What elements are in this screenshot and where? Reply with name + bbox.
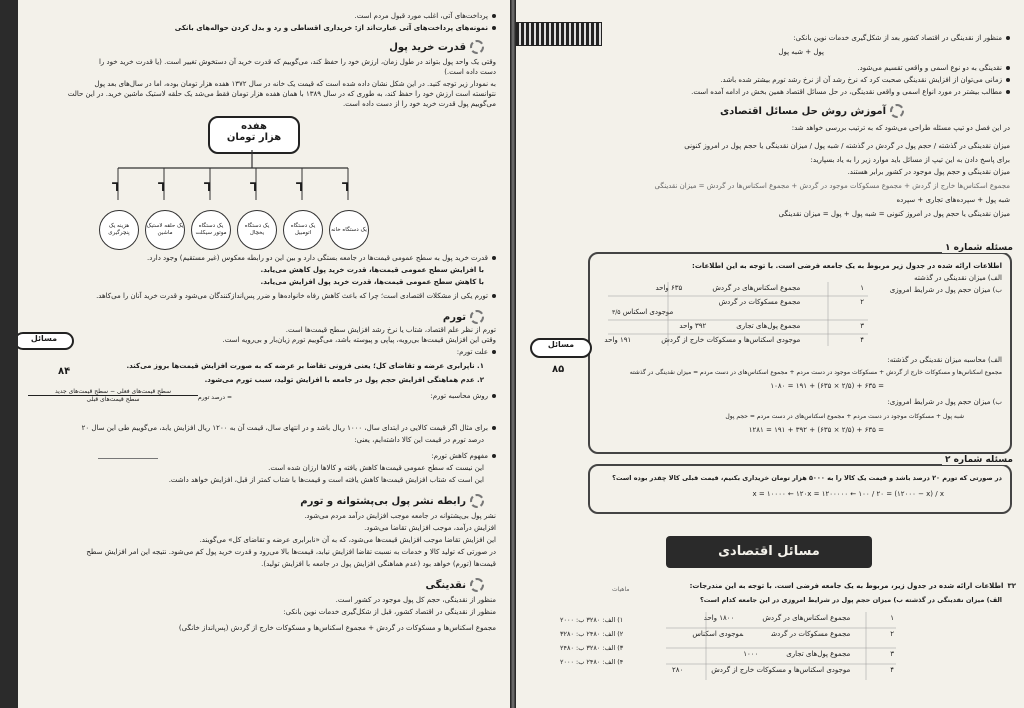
- text-line: با کاهش سطح عمومی قیمت‌ها، قدرت خرید پول افزایش می‌یابد.: [260, 278, 484, 286]
- page-number: ۸۵: [552, 364, 565, 375]
- section-banner: مسائل اقتصادی: [666, 536, 872, 568]
- solution-b-label: ب) میزان حجم پول در شرایط امروزی:: [887, 398, 1002, 406]
- problem-1-question-b: ب) میزان حجم پول در شرایط امروزی: [889, 286, 1002, 294]
- table-row: ۴موجودی اسکناس‌ها و مسکوکات خارج از گردش۱۹۱ واحد: [604, 336, 864, 344]
- problem-1-intro: اطلاعات ارائه شده در جدول زیر مربوط به یک جامعه فرضی است. با توجه به این اطلاعات:: [692, 262, 1002, 270]
- text-line: نقدینگی به دو نوع اسمی و واقعی تقسیم می‌شود.: [857, 64, 1010, 73]
- text-line: میزان نقدینگی و حجم پول موجود در کشور برابر هستند.: [847, 168, 1010, 176]
- text-line: تورم از نظر علم اقتصاد، شتاب یا نرخ رشد افزایش سطح قیمت‌ها است.: [285, 326, 496, 334]
- diagram-item: هزینه یک پنچرگیری: [99, 210, 139, 250]
- text-line: وقتی یک واحد پول بتواند در طول زمان، ارزش خود را حفظ کند، می‌گوییم که قدرت خرید آن دستخوش تغییر است. (یا قدرت خرید خود را: [98, 58, 496, 66]
- section-title-method: آموزش روش حل مسائل اقتصادی: [720, 104, 904, 118]
- table-row: ۲مجموع مسکوکات در گردش: [718, 298, 864, 306]
- left-dark-edge: [0, 0, 18, 708]
- solution-a-label: الف) محاسبه میزان نقدینگی در گذشته:: [887, 356, 1002, 364]
- margin-tag: مسائل: [18, 332, 74, 350]
- text-line: قدرت خرید پول به سطح عمومی قیمت‌ها در جامعه بستگی دارد و بین این دو رابطه معکوس (غیر مستقیم) وجود دارد.: [147, 254, 496, 263]
- problem-1-table-grid: [608, 282, 868, 346]
- bullet-icon: [492, 350, 496, 354]
- question-sub: الف) میزان نقدینگی در گذشته ب) میزان حجم پول در شرایط امروزی در این جامعه کدام است؟: [700, 596, 1002, 604]
- text-line: ۱. ناپرابری عرضه و تقاضای کل؛ یعنی فزونی تقاضا بر عرضه که به صورت افزایش قیمت‌ها بروز می‌کند.: [126, 362, 484, 370]
- bullet-icon: [1006, 36, 1010, 40]
- problem-2-label: مسئله شماره ۲: [942, 456, 1016, 465]
- text-line: روش محاسبه تورم:: [430, 392, 496, 401]
- bullet-icon: [492, 394, 496, 398]
- table-row: ۱مجموع اسکناس‌های در گردش۱۸۰۰ واحد: [703, 614, 894, 622]
- gear-icon: [470, 310, 484, 324]
- table-row: موجودی اسکناس ۳/۵: [612, 308, 674, 316]
- text-line: منظور از نقدینگی، حجم کل پول موجود در کشور است.: [335, 596, 496, 604]
- section-title-inflation: تورم: [443, 310, 484, 324]
- answer-option[interactable]: ۴) الف: ۲۴۸۰ ب: ۲۰۰۰: [560, 658, 624, 666]
- text-line: شبه پول + سپرده‌های تجاری + سپرده: [896, 196, 1010, 204]
- text-line: این است که شتاب افزایش قیمت‌ها کاهش یافته است و قیمت‌ها با شتاب کمتر از قبل، افزایش خواهد داشت.: [168, 476, 484, 484]
- text-line: تورم یکی از مشکلات اقتصادی است؛ چرا که باعث کاهش رفاه خانواده‌ها و ضرر پس‌اندازکنندگان می‌شود و قدرت خرید آنان را می‌کاهد.: [96, 292, 496, 301]
- bullet-icon: [1006, 66, 1010, 70]
- table-row: ۴موجودی اسکناس‌ها و مسکوکات خارج از گردش۲۸۰: [671, 666, 894, 674]
- table-row: ۱مجموع اسکناس‌های در گردش۶۳۵ واحد: [655, 284, 864, 292]
- bullet-icon: [1006, 78, 1010, 82]
- pin-icon: ⅂: [204, 180, 211, 194]
- table-row: ۳مجموع پول‌های تجاری۳۹۲ واحد: [679, 322, 864, 330]
- table-row: ۲مجموع مسکوکات در گردشموجودی اسکناس: [692, 630, 894, 638]
- text-line: میزان نقدینگی یا حجم پول در امروز کنونی = شبه پول + پول = میزان نقدینگی: [778, 210, 1010, 218]
- text-line: مجموع اسکناس‌ها و مسکوکات در گردش + مجموع اسکناس‌ها و مسکوکات خارج از گردش (پس‌انداز خانگی): [178, 624, 496, 632]
- text-line: در این فصل دو تیپ مسئله طراحی می‌شود که به ترتیب بررسی خواهد شد:: [791, 124, 1010, 132]
- diagram-item: یک دستگاه یخچال: [237, 210, 277, 250]
- pin-icon: ⅂: [250, 180, 257, 194]
- text-line: نشر پول بی‌پشتوانه در جامعه موجب افزایش درآمد مردم می‌شود.: [304, 512, 496, 520]
- diagram-item: یک دستگاه خانه: [329, 210, 369, 250]
- diagram-header: هفده هزار تومان: [208, 116, 300, 154]
- text-line: ۲. عدم هماهنگی افزایش حجم پول در جامعه با افزایش تولید، سبب تورم می‌شود.: [204, 376, 484, 384]
- text-line: با افزایش سطح عمومی قیمت‌ها، قدرت خرید پول کاهش می‌یابد.: [260, 266, 484, 274]
- problem-1-label: مسئله شماره ۱: [942, 244, 1016, 253]
- problem-2-text: در صورتی که تورم ۲۰ درصد باشد و قیمت یک کالا را به ۵۰۰۰ هزار تومان خریداری بکنیم، قیمت قبلی کالا چقدر بوده است؟: [612, 474, 1002, 482]
- side-note: ماهیات: [612, 586, 630, 593]
- bullet-icon: [492, 294, 496, 298]
- answer-option[interactable]: ۱) الف: ۳۲۸۰ ب: ۲۰۰۰: [560, 616, 624, 624]
- answer-option[interactable]: ۲) الف: ۲۴۸۰ ب: ۳۲۸۰: [560, 630, 624, 638]
- text-line: نتوانسته است ارزش خود را حفظ کند، به طوری که در سال ۱۳۸۹ با همان هفده هزار تومان فقط می‌شد یک حلقه لاستیک ماشین خرید. در این حالت: [67, 90, 496, 98]
- text-line: قیمت‌ها (تورم) خواهد بود (عدم هماهنگی افزایش پول در جامعه با افزایش تولید).: [261, 560, 496, 568]
- page-number: ۸۴: [58, 366, 71, 377]
- bullet-icon: [492, 256, 496, 260]
- text-line: افزایش درآمد، موجب افزایش تقاضا می‌شود.: [364, 524, 496, 532]
- table-row: ۳مجموع پول‌های تجاری۱۰۰۰: [743, 650, 894, 658]
- margin-tag: مسائل: [530, 338, 592, 358]
- question-intro: ۳۲اطلاعات ارائه شده در جدول زیر، مربوط به یک جامعه فرضی است. با توجه به این مندرجات:: [689, 582, 1016, 590]
- pin-icon: ⅂: [158, 180, 165, 194]
- problem-1-question-a: الف) میزان نقدینگی در گذشته: [914, 274, 1002, 282]
- formula-tail: = درصد تورم: [198, 394, 233, 401]
- text-line: علت تورم:: [457, 348, 496, 357]
- text-line: این افزایش تقاضا موجب افزایش قیمت‌ها می‌شود، که به آن «نابرابری عرضه و تقاضای کل» می‌گویند.: [199, 536, 496, 544]
- solution-a-line: مجموع اسکناس‌ها و مسکوکات خارج از گردش + مسکوکات موجود در دست مردم + مجموع اسکناس‌های در دست مردم = میزان نقدینگی در گذشته: [629, 369, 1002, 376]
- pin-icon: ⅂: [296, 180, 303, 194]
- text-line: مجموع اسکناس‌ها خارج از گردش + مجموع مسکوکات موجود در گردش + مجموع اسکناس‌ها در گردش = میزان نقدینگی: [654, 182, 1010, 190]
- diagram-item: یک حلقه لاستیک ماشین: [145, 210, 185, 250]
- inflation-formula: سطح قیمت‌های فعلی − سطح قیمت‌های جدید سطح قیمت‌های قبلی: [28, 388, 198, 403]
- text-line: می‌گوییم پول قدرت خرید خود را از دست داده است.: [342, 100, 496, 108]
- text-line: زمانی می‌توان از افزایش نقدینگی صحبت کرد که نرخ رشد آن از نرخ رشد تورم بیشتر شده باشد.: [720, 76, 1010, 85]
- text-line: درصد تورم در قیمت این کالا داشته‌ایم، یعنی:: [354, 436, 484, 444]
- solution-b-line: شبه پول + مسکوکات موجود در دست مردم + مجموع اسکناس‌های در دست مردم = حجم پول: [725, 413, 964, 420]
- right-page: [516, 0, 1024, 708]
- left-page: [18, 0, 510, 708]
- text-line: پول + شبه پول: [778, 48, 824, 56]
- solution-a-result: = ۶۳۵ + (۲/۵ × ۶۳۵) + ۱۹۱ = ۱۰۸۰: [770, 382, 884, 390]
- text-line: مفهوم کاهش تورم:: [431, 452, 496, 461]
- problem-2-box: [588, 464, 1012, 514]
- text-line: در صورتی که تولید کالا و خدمات به نسبت تقاضا افزایش نیابد، قیمت‌ها بالا می‌رود و قدرت خرید پول کم می‌شود. نتیجه این امر افزایش سطح: [86, 548, 496, 556]
- text-line: منظور از نقدینگی در اقتصاد کشور، قبل از شکل‌گیری خدمات نوین بانکی:: [283, 608, 496, 616]
- solution-b-result: = ۶۳۵ + (۲/۵ × ۶۳۵) + ۳۹۲ + ۱۹۱ = ۱۲۸۱: [748, 426, 884, 434]
- diagram-item: یک دستگاه موتور سیکلت: [191, 210, 231, 250]
- bullet-icon: [492, 426, 496, 430]
- text-line: مطالب بیشتر در مورد انواع اسمی و واقعی نقدینگی، در حل مسائل اقتصاد همین بخش در ادامه آمده است.: [691, 88, 1010, 97]
- gear-icon: [470, 578, 484, 592]
- answer-option[interactable]: ۳) الف: ۳۲۸۰ ب: ۲۴۸۰: [560, 644, 624, 652]
- bullet-line: پرداخت‌های آتی، اغلب مورد قبول مردم است.: [354, 12, 496, 21]
- problem-2-solution: x = ۱۰۰۰۰ ← ۱۲۰x = ۱۲۰۰۰۰۰ ← ۱۰۰ / ۲۰ = (۱۲۰۰۰ − x) / x: [752, 490, 944, 498]
- section-title-liquidity: نقدینگی: [426, 578, 485, 592]
- pin-icon: ⅂: [112, 180, 119, 194]
- gear-icon: [470, 494, 484, 508]
- text-line: برای مثال اگر قیمت کالایی در ابتدای سال، ۱۰۰۰ ریال باشد و در انتهای سال، قیمت آن به ۱۲۰۰ ریال افزایش یابد، می‌گوییم طی این سال ۲۰: [82, 424, 496, 433]
- text-line: به نمودار زیر توجه کنید. در این شکل نشان داده شده است که قیمت یک خانه در سال ۱۳۷۲ هفده هزار تومان بوده، اما در سال‌های بعد پول: [94, 80, 496, 88]
- text-line: این نیست که سطح عمومی قیمت‌ها کاهش یافته و کالاها ارزان شده است.: [268, 464, 484, 472]
- text-line: دست داده است.): [444, 68, 496, 76]
- diagram-item: یک دستگاه اتومبیل: [283, 210, 323, 250]
- text-line: وقتی این افزایش قیمت‌ها بی‌رویه، پیاپی و پیوسته باشد، می‌گوییم تورم زیان‌بار و بی‌رویه است.: [222, 336, 496, 344]
- gear-icon: [890, 104, 904, 118]
- section-title-money-supply: رابطه نشر پول بی‌پشتوانه و تورم: [300, 494, 484, 508]
- text-line: میزان نقدینگی در گذشته / حجم پول در گردش در گذشته / شبه پول / میزان نقدینگی یا حجم پول در امروز کنونی: [684, 142, 1010, 150]
- pin-icon: ⅂: [342, 180, 349, 194]
- section-title-purchasing-power: قدرت خرید پول: [389, 40, 484, 54]
- bullet-icon: [1006, 90, 1010, 94]
- header-stamp: [516, 22, 602, 46]
- text-line: منظور از نقدینگی در اقتصاد کشور بعد از شکل‌گیری خدمات نوین بانکی:: [793, 34, 1010, 43]
- bullet-icon: [492, 454, 496, 458]
- text-line: برای پاسخ دادن به این تیپ از مسائل باید موارد زیر را به یاد بسپارید:: [810, 156, 1010, 164]
- question-table-grid: [666, 612, 896, 680]
- bullet-line: نمونه‌های پرداخت‌های آتی عبارت‌اند از: خریداری اقساطی و رد و بدل کردن حواله‌های بانکی: [175, 24, 496, 33]
